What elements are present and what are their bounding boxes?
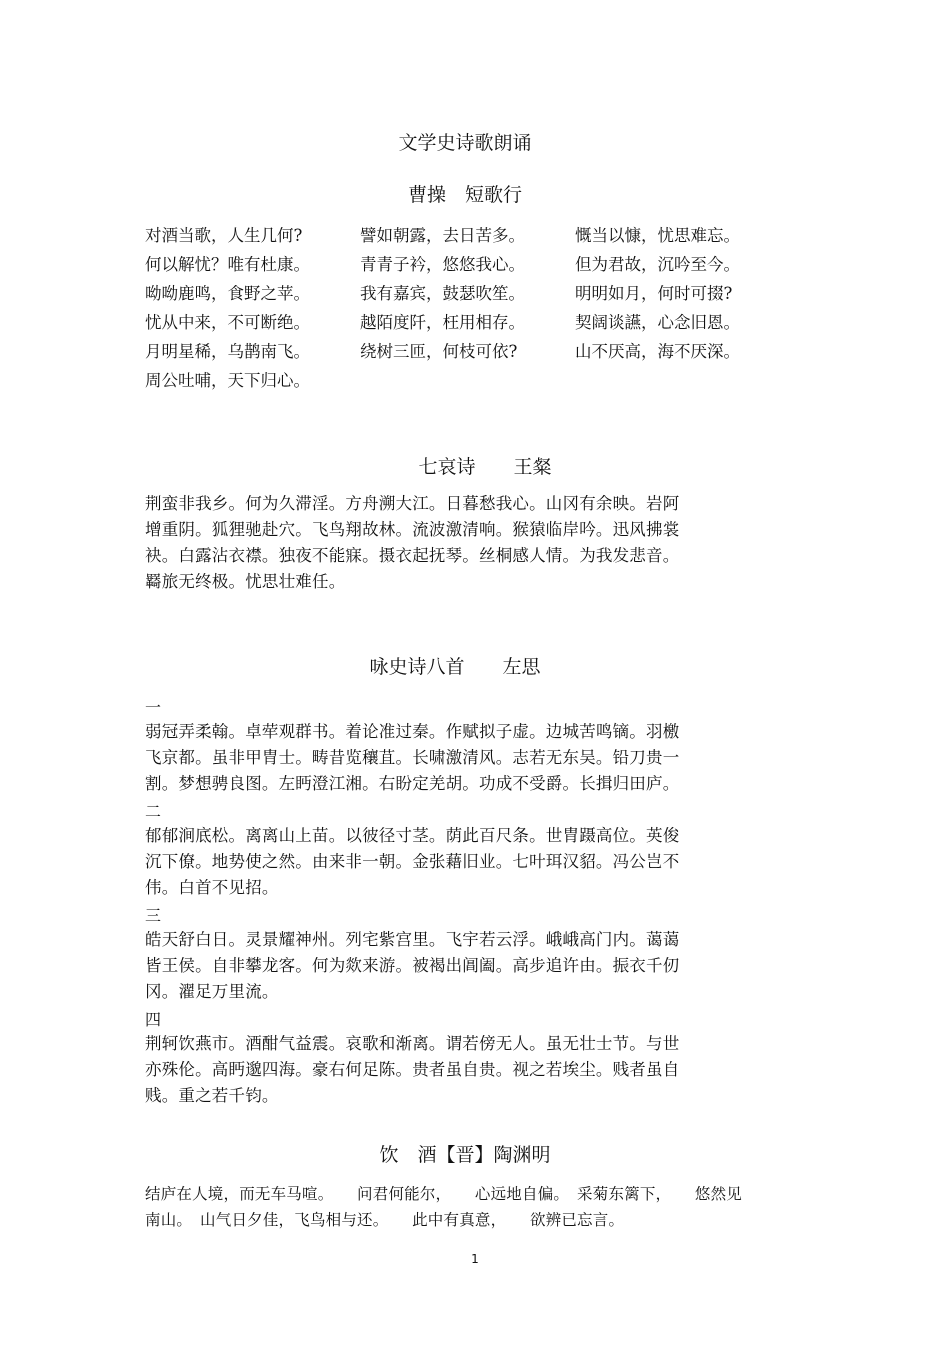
verse-line: 越陌度阡，枉用相存。 — [360, 313, 525, 332]
section-number: 二 — [145, 802, 162, 821]
verse-line: 皓天舒白日。灵景耀神州。列宅紫宫里。飞宇若云浮。峨峨高门内。蔼蔼 — [145, 930, 680, 949]
verse-line: 南山。 山气日夕佳，飞鸟相与还。 此中有真意， 欲辨已忘言。 — [145, 1211, 625, 1229]
verse-line: 对酒当歌，人生几何? — [145, 226, 303, 245]
verse-line: 伟。白首不见招。 — [145, 878, 279, 897]
verse-line: 沉下僚。地势使之然。由来非一朝。金张藉旧业。七叶珥汉貂。冯公岂不 — [145, 852, 680, 871]
verse-line: 袂。白露沾衣襟。独夜不能寐。摄衣起抚琴。丝桐感人情。为我发悲音。 — [145, 546, 680, 565]
page-number: 1 — [471, 1252, 479, 1266]
verse-line: 呦呦鹿鸣，食野之苹。 — [145, 284, 310, 303]
verse-line: 忧从中来，不可断绝。 — [145, 313, 310, 332]
poem-title-yongshishi: 咏史诗八首 左思 — [369, 656, 541, 678]
verse-line: 契阔谈讌，心念旧恩。 — [575, 313, 740, 332]
poem-title-duangexing: 曹操 短歌行 — [407, 184, 522, 206]
verse-line: 割。梦想骋良图。左眄澄江湘。右盼定羌胡。功成不受爵。长揖归田庐。 — [145, 774, 680, 793]
poem-column — [145, 222, 310, 396]
poem-title-yinjiu: 饮 酒【晋】陶渊明 — [379, 1144, 551, 1166]
verse-line: 荆轲饮燕市。酒酣气益震。哀歌和渐离。谓若傍无人。虽无壮士节。与世 — [145, 1034, 680, 1053]
verse-line: 亦殊伦。高眄邈四海。豪右何足陈。贵者虽自贵。视之若埃尘。贱者虽自 — [145, 1060, 680, 1079]
verse-line: 譬如朝露，去日苦多。 — [360, 226, 525, 245]
verse-line: 郁郁涧底松。离离山上苗。以彼径寸茎。荫此百尺条。世胄蹑高位。英俊 — [145, 826, 680, 845]
verse-line: 我有嘉宾，鼓瑟吹笙。 — [360, 284, 525, 303]
verse-line: 皆王侯。自非攀龙客。何为欻来游。被褐出阊阖。高步追许由。振衣千仞 — [145, 956, 680, 975]
verse-line: 绕树三匝，何枝可依? — [360, 342, 518, 361]
verse-line: 弱冠弄柔翰。卓荦观群书。着论准过秦。作赋拟子虚。边城苦鸣镝。羽檄 — [145, 722, 680, 741]
document-title: 文学史诗歌朗诵 — [398, 132, 532, 154]
verse-line: 但为君故，沉吟至今。 — [575, 255, 740, 274]
verse-line: 飞京都。虽非甲胄士。畴昔览穰苴。长啸激清风。志若无东吴。铅刀贵一 — [145, 748, 680, 767]
verse-line: 山不厌高，海不厌深。 — [575, 342, 740, 361]
verse-line: 增重阴。狐狸驰赴穴。飞鸟翔故林。流波激清响。猴猿临岸吟。迅风拂裳 — [145, 520, 680, 539]
poem-column — [360, 222, 525, 367]
section-number: 一 — [145, 698, 162, 717]
verse-line: 冈。濯足万里流。 — [145, 982, 279, 1001]
verse-line: 周公吐哺，天下归心。 — [145, 371, 310, 390]
verse-line: 何以解忧？唯有杜康。 — [145, 255, 310, 274]
section-number: 三 — [145, 906, 162, 925]
verse-line: 贱。重之若千钧。 — [145, 1086, 279, 1105]
verse-line: 青青子衿，悠悠我心。 — [360, 255, 525, 274]
verse-line: 慨当以慷，忧思难忘。 — [575, 226, 740, 245]
poem-title-qiaishi: 七哀诗 王粲 — [418, 456, 552, 478]
verse-line: 月明星稀，乌鹊南飞。 — [145, 342, 310, 361]
verse-line: 结庐在人境，而无车马喧。 问君何能尔， 心远地自偏。 采菊东篱下， 悠然见 — [145, 1185, 743, 1203]
verse-line: 荆蛮非我乡。何为久滞淫。方舟溯大江。日暮愁我心。山冈有余映。岩阿 — [145, 494, 680, 513]
poem-column — [575, 222, 740, 367]
verse-line: 明明如月，何时可掇? — [575, 284, 733, 303]
section-number: 四 — [145, 1010, 162, 1029]
verse-line: 羇旅无终极。忧思壮难任。 — [145, 572, 346, 591]
